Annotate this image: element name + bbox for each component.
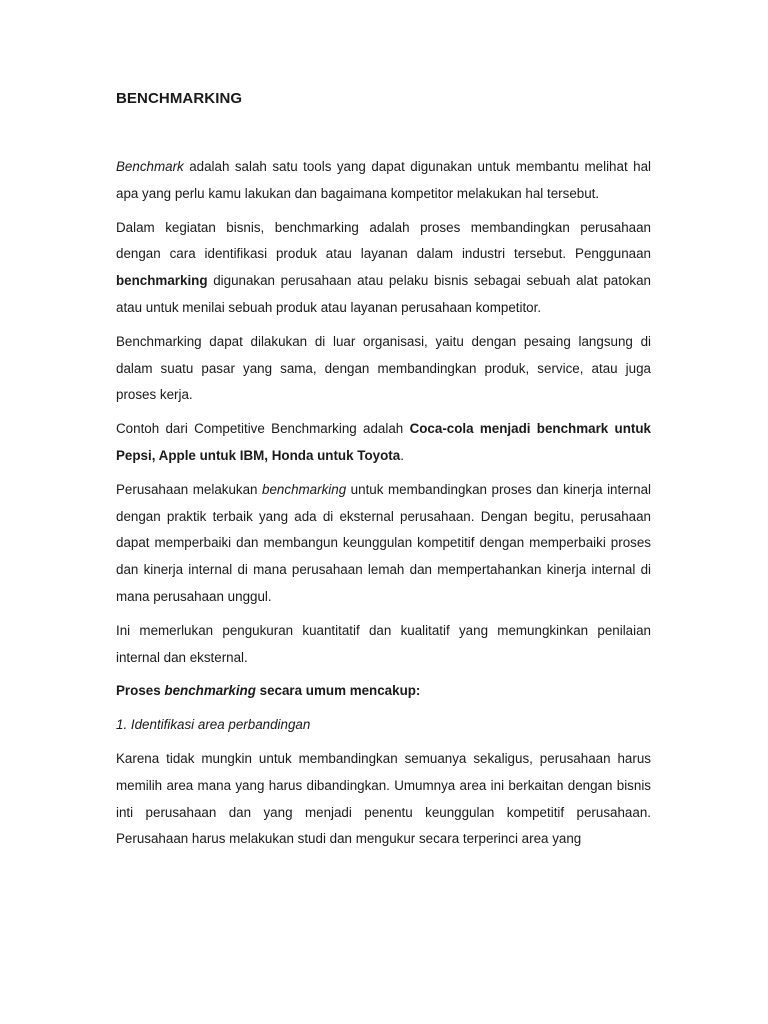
paragraph-text: digunakan perusahaan atau pelaku bisnis sebagai sebuah alat patokan atau untuk menilai sebuah produk atau layanan perusahaan kompetitor. (116, 273, 651, 315)
term-benchmark: Benchmark (116, 159, 184, 174)
bold-term-benchmarking: benchmarking (116, 273, 208, 289)
paragraph-measurement: Ini memerlukan pengukuran kuantitatif dan kualitatif yang memungkinkan penilaian internal dan eksternal. (116, 622, 651, 665)
bold-example-companies: Coca-cola menjadi benchmark untuk Pepsi, Apple untuk IBM, Honda untuk Toyota (116, 421, 651, 463)
document-body (116, 88, 651, 860)
italic-term-benchmarking: benchmarking (164, 683, 256, 699)
paragraph-identify-area: Karena tidak mungkin untuk membandingkan semuanya sekaligus, perusahaan harus memilih area mana yang harus dibandingkan. Umumnya area ini berkaitan dengan bisnis inti perusahaan dan yang menjadi penentu keunggulan kompetitif perusahaan. Perusahaan harus melakukan studi dan mengukur secara terperinci area yang (116, 750, 651, 847)
paragraph-text: adalah salah satu tools yang dapat digunakan untuk membantu melihat hal apa yang perlu kamu lakukan dan bagaimana kompetitor melakukan hal tersebut. (116, 159, 651, 201)
paragraph-business-benchmarking (116, 215, 651, 322)
paragraph-company-benchmarking (116, 477, 651, 611)
paragraph-text: untuk membandingkan proses dan kinerja internal dengan praktik terbaik yang ada di eksternal perusahaan. Dengan begitu, perusahaan dapat memperbaiki dan membangun keunggulan kompetitif dengan memperbaiki proses dan kinerja internal di mana perusahaan lemah dan mempertahankan kinerja internal di mana perusahaan unggul. (116, 481, 651, 604)
paragraph-competitive-example (116, 416, 651, 470)
paragraph-external-benchmarking: Benchmarking dapat dilakukan di luar organisasi, yaitu dengan pesaing langsung di dalam suatu pasar yang sama, dengan membandingkan produk, service, atau juga proses kerja. (116, 333, 651, 403)
heading-text: secara umum mencakup: (255, 683, 421, 699)
paragraph-text: Dalam kegiatan bisnis, benchmarking adalah proses membandingkan perusahaan dengan cara identifikasi produk atau layanan dalam industri tersebut. Penggunaan (116, 219, 651, 262)
process-heading (116, 678, 651, 705)
paragraph-text: . (400, 447, 404, 463)
document-title: BENCHMARKING (116, 90, 243, 107)
step-1-heading (116, 712, 651, 739)
paragraph-text: Contoh dari Competitive Benchmarking adalah (116, 421, 410, 437)
heading-text: Proses (116, 683, 165, 699)
italic-term-benchmarking: benchmarking (262, 481, 347, 497)
paragraph-text: Perusahaan melakukan (116, 481, 263, 497)
paragraph-benchmark-definition (116, 154, 651, 208)
step-1-text: 1. Identifikasi area perbandingan (116, 717, 311, 733)
